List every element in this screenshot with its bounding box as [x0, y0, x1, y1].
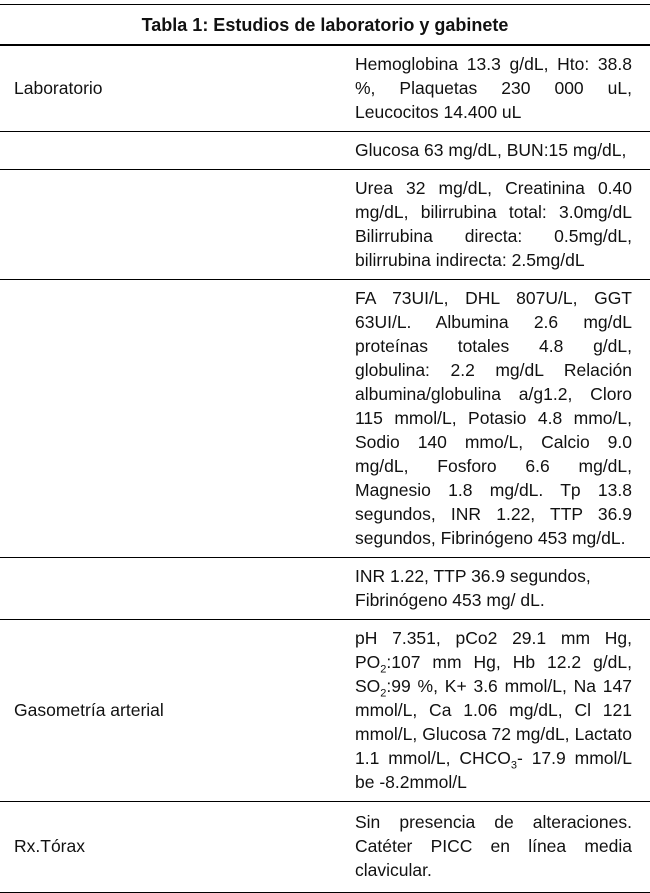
table-row: [0, 558, 650, 620]
table-title: Tabla 1: Estudios de laboratorio y gabinete: [0, 5, 650, 46]
table-row-laboratorio: [0, 45, 650, 132]
row-label: [0, 280, 325, 558]
lab-results-table: [0, 4, 650, 893]
row-label: Gasometría arterial: [0, 620, 325, 802]
gas-text-3: :99 %, K+ 3.6 mmol/L, Na 147 mmol/L, Ca 1.06 mg/dL, Cl 121 mmol/L, Glucosa 72 mg/dL, Lactato 1.1 mmol/L, CHCO: [355, 676, 632, 768]
table-row-gasometria: [0, 620, 650, 802]
gas-subscript: 2: [380, 687, 387, 700]
row-label: Rx.Tórax: [0, 802, 325, 893]
table-row: [0, 132, 650, 170]
table-row: [0, 280, 650, 558]
table-title-row: [0, 5, 650, 46]
row-label: [0, 132, 325, 170]
row-content: Urea 32 mg/dL, Creatinina 0.40 mg/dL, bilirrubina total: 3.0mg/dL Bilirrubina directa: 0.5mg/dL, bilirrubina indirecta: 2.5mg/dL: [325, 170, 650, 280]
gas-subscript: 3: [510, 759, 517, 772]
row-label: [0, 558, 325, 620]
gas-text-4: - 17.9 mmol/L be -8.2mmol/L: [355, 748, 633, 792]
row-label: Laboratorio: [0, 45, 325, 132]
row-content: FA 73UI/L, DHL 807U/L, GGT 63UI/L. Albumina 2.6 mg/dL proteínas totales 4.8 g/dL, globulina: 2.2 mg/dL Relación albumina/globulina a/g1.2, Cloro 115 mmol/L, Potasio 4.8 mmo/L, Sodio 140 mmo/L, Calcio 9.0 mg/dL, Fosforo 6.6 mg/dL, Magnesio 1.8 mg/dL. Tp 13.8 segundos, INR 1.22, TTP 36.9 segundos, Fibrinógeno 453 mg/dL.: [325, 280, 650, 558]
row-content: INR 1.22, TTP 36.9 segundos, Fibrinógeno 453 mg/ dL.: [325, 558, 650, 620]
table-row: [0, 170, 650, 280]
row-label: [0, 170, 325, 280]
row-content-gasometria: [325, 620, 650, 802]
row-content: Glucosa 63 mg/dL, BUN:15 mg/dL,: [325, 132, 650, 170]
row-content: Sin presencia de alteraciones. Catéter PICC en línea media clavicular.: [325, 802, 650, 893]
gas-text-2: :107 mm Hg, Hb 12.2 g/dL, SO: [355, 652, 632, 696]
gas-text-1: pH 7.351, pCo2 29.1 mm Hg, PO: [355, 628, 632, 672]
gas-subscript: 2: [380, 663, 387, 676]
table-row-rx-torax: [0, 802, 650, 893]
row-content: Hemoglobina 13.3 g/dL, Hto: 38.8 %, Plaquetas 230 000 uL, Leucocitos 14.400 uL: [325, 45, 650, 132]
